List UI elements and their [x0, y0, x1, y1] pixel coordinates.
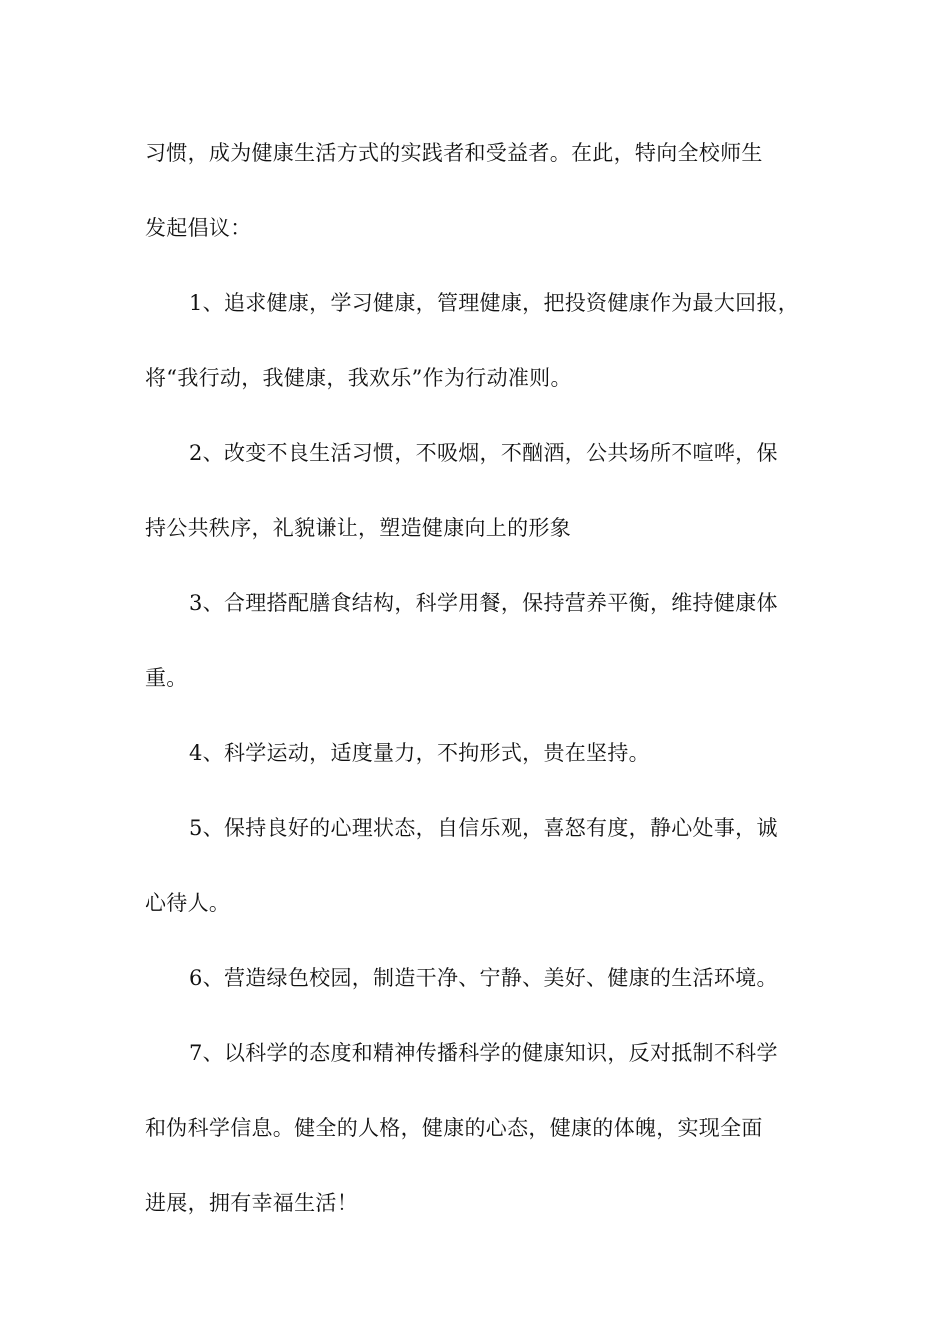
document-body: [145, 134, 815, 1259]
text-line: 和伪科学信息。健全的人格，健康的心态，健康的体魄，实现全面: [145, 1116, 763, 1140]
text-line: 发起倡议：: [145, 216, 252, 240]
text-line: 心待人。: [145, 891, 231, 915]
proposal-item-7-line: 7、以科学的态度和精神传播科学的健康知识，反对抵制不科学: [189, 1041, 778, 1065]
proposal-item-1-line: 1、追求健康，学习健康，管理健康，把投资健康作为最大回报，: [189, 291, 800, 315]
text-line: 进展，拥有幸福生活！: [145, 1191, 358, 1215]
proposal-item-2-line: 2、改变不良生活习惯，不吸烟，不酗酒，公共场所不喧哗，保: [189, 441, 778, 465]
proposal-item-3-line: 3、合理搭配膳食结构，科学用餐，保持营养平衡，维持健康体: [189, 591, 778, 615]
text-line: 持公共秩序，礼貌谦让，塑造健康向上的形象: [145, 516, 571, 540]
proposal-item-6-line: 6、营造绿色校园，制造干净、宁静、美好、健康的生活环境。: [189, 966, 778, 990]
proposal-item-5-line: 5、保持良好的心理状态，自信乐观，喜怒有度，静心处事，诚: [189, 816, 778, 840]
text-line: 重。: [145, 666, 188, 690]
text-line: 将“我行动，我健康，我欢乐”作为行动准则。: [145, 366, 572, 390]
proposal-item-4-line: 4、科学运动，适度量力，不拘形式，贵在坚持。: [189, 741, 650, 765]
text-line: 习惯，成为健康生活方式的实践者和受益者。在此，特向全校师生: [145, 141, 763, 165]
